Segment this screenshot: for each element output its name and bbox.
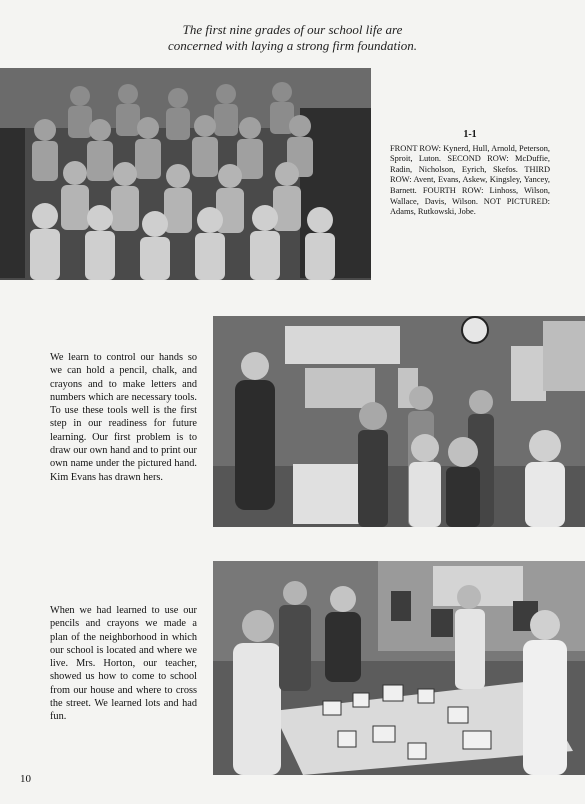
neighborhood-plan-paragraph: When we had learned to use our pencils and crayons we made a plan of the neighborhood in which our school is located and where we live. Mrs. Horton, our teacher, showed us how to come to school from our house and where to cross the street. We learned lots and had fun. (50, 605, 197, 723)
model-photo-illustration (213, 561, 585, 775)
heading-line-1: The first nine grades of our school life are (182, 22, 403, 37)
class-photo-caption (390, 130, 550, 218)
hand-control-paragraph: We learn to control our hands so we can hold a pencil, chalk, and crayons and to make letters and numbers which are necessary tools. To use these tools well is the first step in our readiness for future learning. Our first problem is to draw our own hand and to print our own name under the pictured hand. Kim Evans has drawn hers. (50, 352, 197, 483)
class-group-photo (0, 68, 371, 280)
heading-line-2: concerned with laying a strong firm foundation. (167, 38, 418, 53)
hand-drawing-photo (213, 316, 585, 527)
page-number: 10 (20, 773, 31, 785)
neighborhood-model-photo (213, 561, 585, 775)
page-heading (0, 22, 585, 54)
class-caption-names: FRONT ROW: Kynerd, Hull, Arnold, Peterson, Sproit, Luton. SECOND ROW: McDuffie, Radin, Nicholson, Eyrich, Skefos. THIRD ROW: Avent, Evans, Askew, Kingsley, Yancey, Barnett. FOURTH ROW: Linhoss, Wilson, Wallace, Davis, Wilson. NOT PICTURED: Adams, Rutkowski, Jobe. (390, 143, 550, 217)
hand-photo-illustration (213, 316, 585, 527)
class-caption-title: 1-1 (463, 129, 477, 140)
class-photo-illustration (0, 68, 371, 280)
